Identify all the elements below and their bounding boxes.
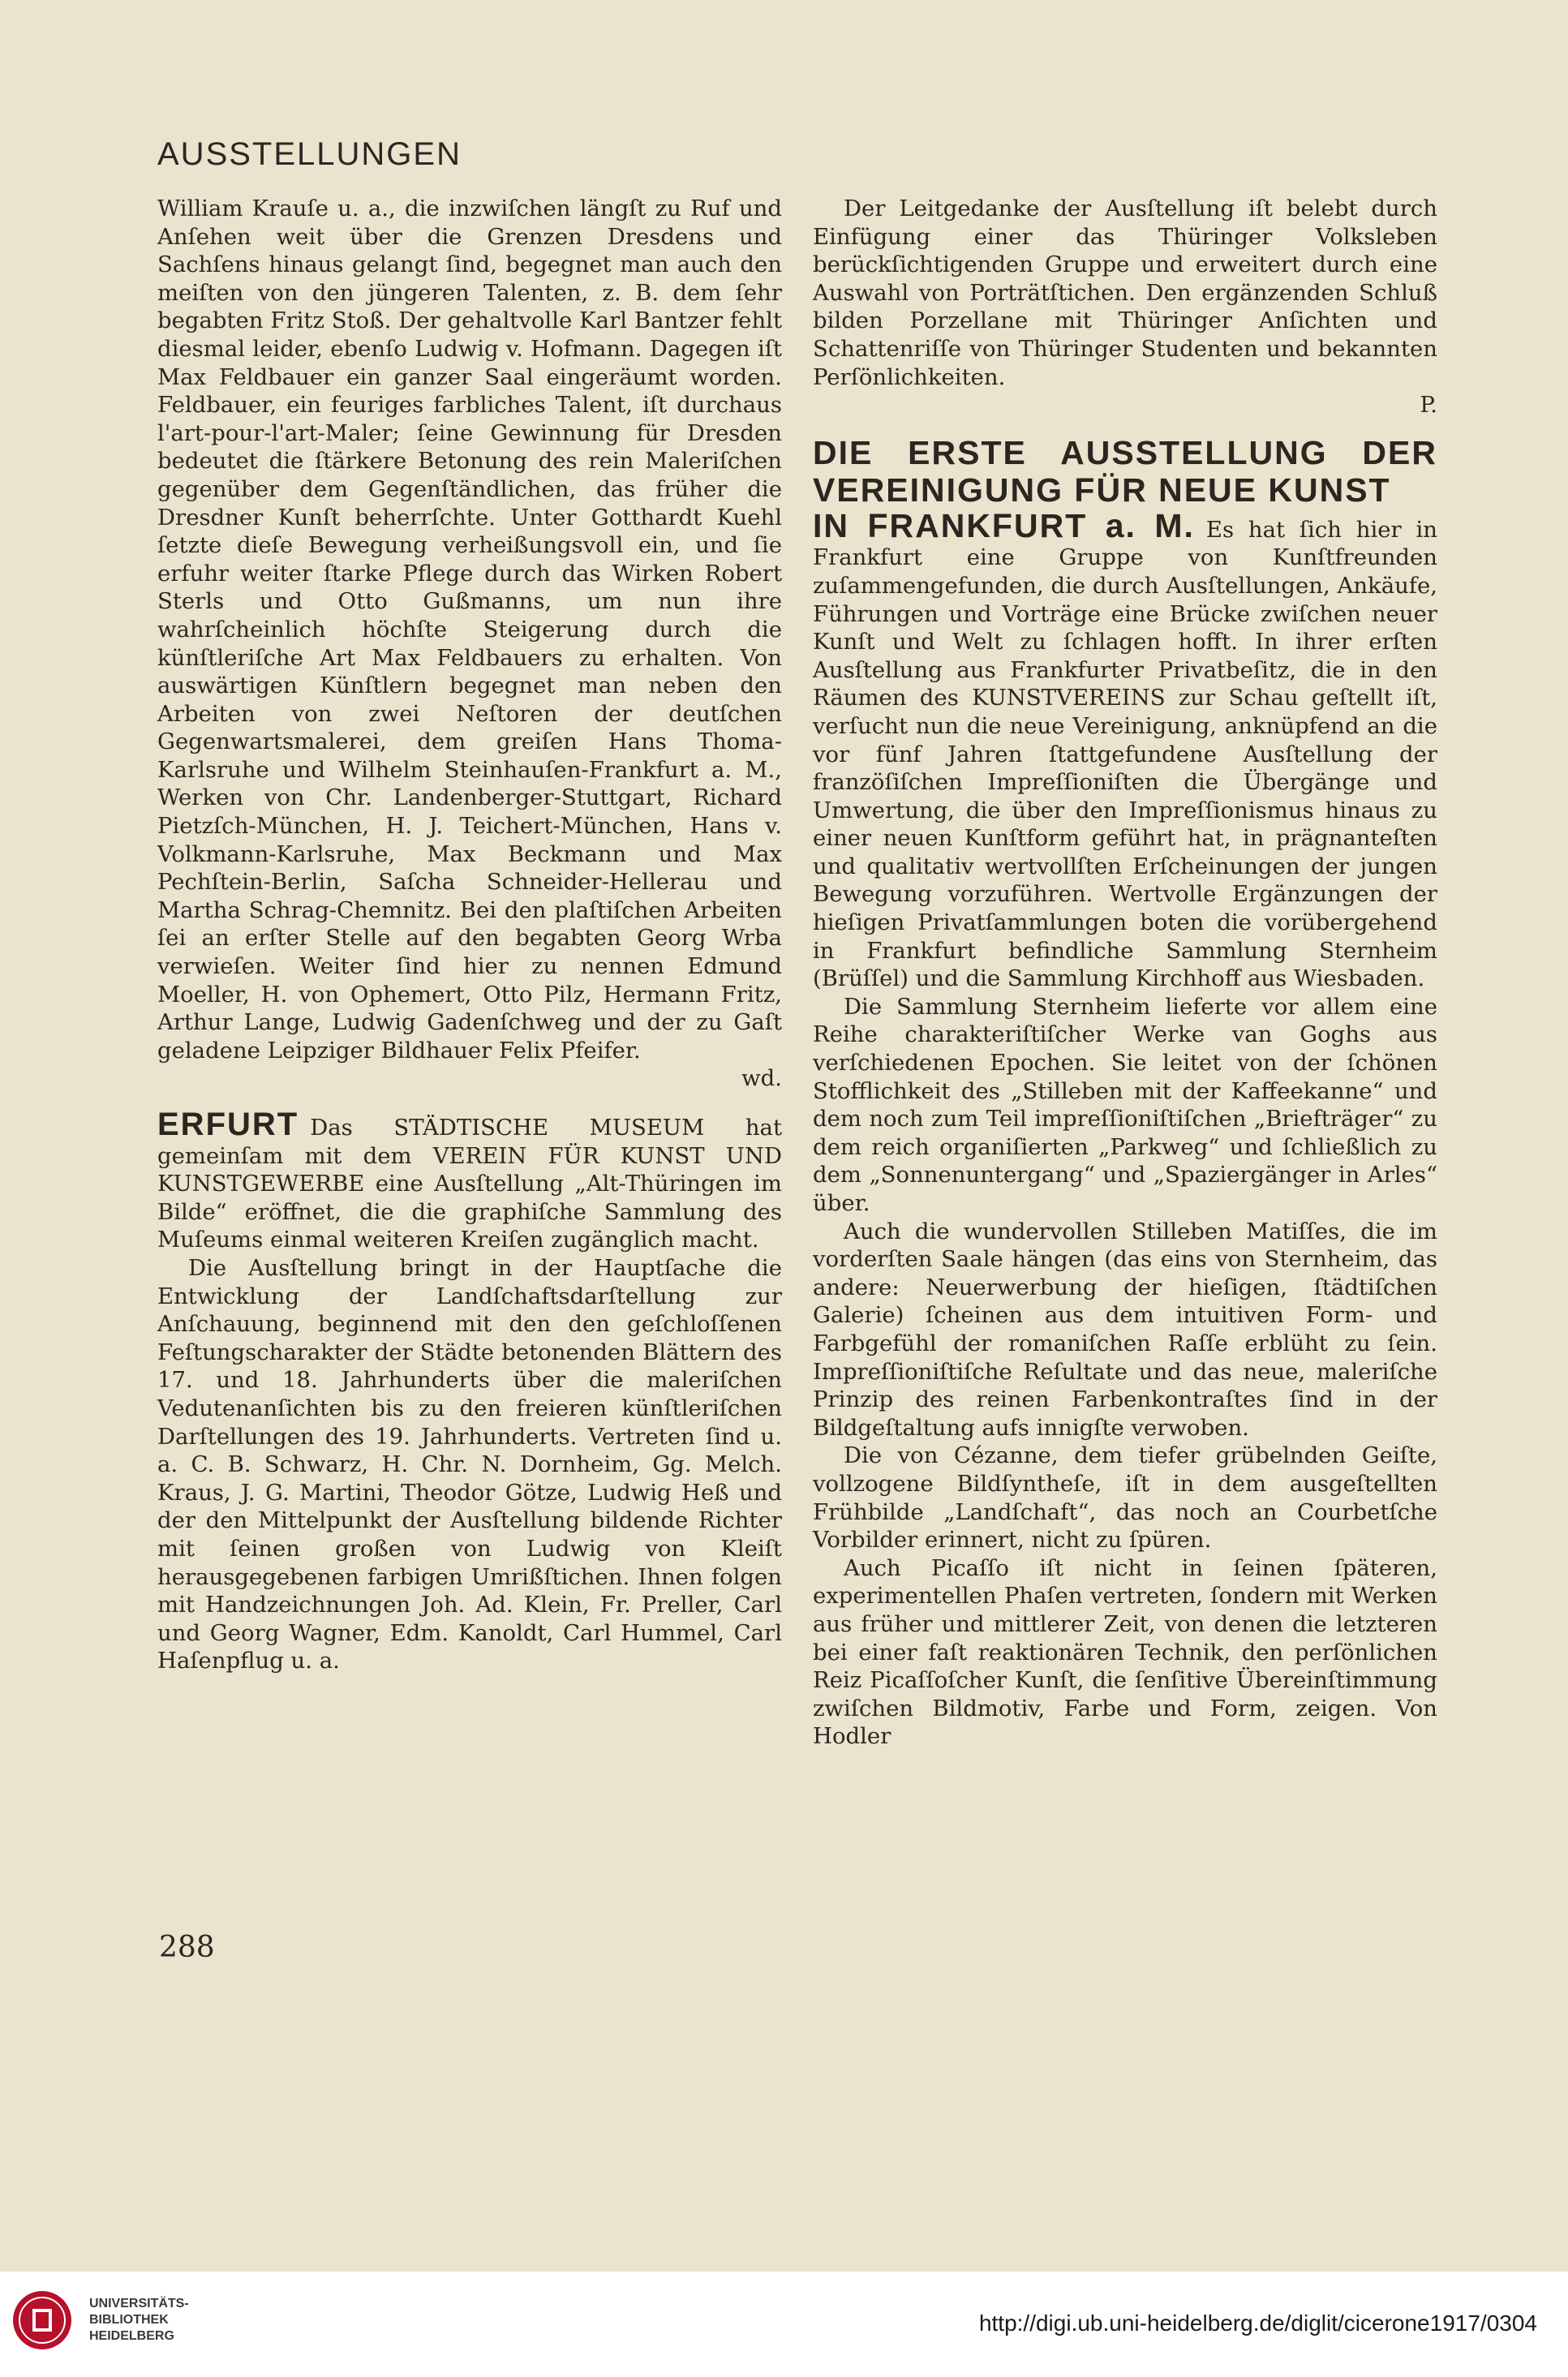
right-paragraph-5: Die von Cézanne, dem tiefer grübelnden Geiſte, vollzogene Bildſyntheſe, iſt in dem ausgeſtellten Frühbilde „Landſchaft“, das noch an Courbetſche Vorbilder erinnert, nicht zu ſpüren. xyxy=(813,1442,1437,1554)
left-column xyxy=(157,195,782,1675)
paragraph-text: Der Leitgedanke der Ausſtellung iſt belebt durch Einfügung einer das Thüringer Volksleben berückſichtigenden Gruppe und erweitert durch eine Auswahl von Porträtſtichen. Den ergänzenden Schluß bilden Porzellane mit Thüringer Anſichten und Schattenriſſe von Thüringer Studenten und bekannten Perſönlichkeiten. xyxy=(813,196,1437,390)
section-heading: DIE ERSTE AUSSTELLUNG DER VEREINIGUNG FÜR NEUE KUNST xyxy=(813,433,1437,509)
right-paragraph-1 xyxy=(813,195,1437,419)
right-paragraph-3: Die Sammlung Sternheim lieferte vor allem eine Reihe charakteriſtiſcher Werke van Goghs aus verſchiedenen Epochen. Sie leitet von der ſchönen Stofflichkeit des „Stilleben mit der Kaffeekanne“ und dem noch zum Teil impreſſioniſtiſchen „Briefträger“ zu dem reich organiſierten „Parkweg“ und ſchließlich zu dem „Sonnenuntergang“ und „Spaziergänger in Arles“ über. xyxy=(813,993,1437,1216)
university-seal-icon xyxy=(11,2289,73,2351)
running-head: AUSSTELLUNGEN xyxy=(157,136,462,172)
right-paragraph-6: Auch Picaſſo iſt nicht in ſeinen ſpäteren, experimentellen Phaſen vertreten, ſondern mit Werken aus früher und mittlerer Zeit, von denen die letzteren bei einer faſt reaktionären Technik, den perſönlichen Reiz Picaſſoſcher Kunſt, die ſenſitive Übereinſtimmung zwiſchen Bildmotiv, Farbe und Form, zeigen. Von Hodler xyxy=(813,1554,1437,1750)
erfurt-title: ERFURT xyxy=(157,1107,299,1142)
library-name-line: HEIDELBERG xyxy=(89,2329,174,2343)
source-url-link[interactable]: http://digi.ub.uni-heidelberg.de/diglit/cicerone1917/0304 xyxy=(978,2310,1537,2336)
paragraph-text: William Krauſe u. a., die inzwiſchen längſt zu Ruf und Anſehen weit über die Grenzen Dresdens und Sachſens hinaus gelangt ſind, begegnet man auch den meiſten von den jüngeren Talenten, z. B. dem ſehr begabten Fritz Stoß. Der gehaltvolle Karl Bantzer fehlt diesmal leider, ebenſo Ludwig v. Hofmann. Dagegen iſt Max Feldbauer ein ganzer Saal eingeräumt worden. Feldbauer, ein feuriges farbliches Talent, iſt durchaus l'art-pour-l'art-Maler; ſeine Gewinnung für Dresden bedeutet die ſtärkere Betonung des rein Maleriſchen gegenüber dem Gegenſtändlichen, das früher die Dresdner Kunſt beherrſchte. Unter Gotthardt Kuehl ſetzte dieſe Bewegung verheißungsvoll ein, und ſie erfuhr weiter ſtarke Pflege durch das Wirken Robert Sterls und Otto Gußmanns, um nun ihre wahrſcheinlich höchſte Steigerung durch die künſtleriſche Art Max Feldbauers zu erhalten. Von auswärtigen Künſtlern begegnet man neben den Arbeiten von zwei Neſtoren der deutſchen Gegenwartsmalerei, dem greiſen Hans Thoma-Karlsruhe und Wilhelm Steinhauſen-Frankfurt a. M., Werken von Chr. Landenberger-Stuttgart, Richard Pietzſch-München, H. J. Teichert-München, Hans v. Volkmann-Karlsruhe, Max Beckmann und Max Pechſtein-Berlin, Saſcha Schneider-Hellerau und Martha Schrag-Chemnitz. Bei den plaſtiſchen Arbeiten ſei an erſter Stelle auf den begabten Georg Wrba verwieſen. Weiter ſind hier zu nennen Edmund Moeller, H. von Ophemert, Otto Pilz, Hermann Fritz, Arthur Lange, Ludwig Gadenſchweg und der zu Gaſt geladene Leipziger Bildhauer Felix Pfeifer. xyxy=(157,196,782,1064)
right-column xyxy=(813,195,1437,1751)
paragraph-text: Es hat ſich hier in Frankfurt eine Gruppe von Kunſtfreunden zuſammengefunden, die durch Ausſtellungen, Ankäufe, Führungen und Vorträge eine Brücke zwiſchen neuer Kunſt und Welt zu ſchlagen hofft. In ihrer erſten Ausſtellung aus Frankfurter Privatbeſitz, die in den Räumen des KUNSTVEREINS zur Schau geſtellt iſt, verſucht nun die neue Vereinigung, anknüpfend an die vor fünf Jahren ſtattgefundene Ausſtellung der franzöſiſchen Impreſſioniſten die Übergänge und Umwertung, die über den Impreſſionismus hinaus zu einer neuen Kunſtform geführt hat, in prägnanteſten und qualitativ wertvollſten Erſcheinungen der jungen Bewegung vorzuführen. Wertvolle Ergänzungen der hieſigen Privatſammlungen boten die vorübergehend in Frankfurt befindliche Sammlung Sternheim (Brüſſel) und die Sammlung Kirchhoff aus Wiesbaden. xyxy=(813,516,1437,992)
footer-bar xyxy=(0,2272,1568,2377)
section-heading-inline: IN FRANKFURT a. M. xyxy=(813,506,1195,544)
right-paragraph-2 xyxy=(813,506,1437,993)
page-number: 288 xyxy=(159,1931,215,1964)
signature-p: P. xyxy=(1420,392,1437,419)
library-name-line: BIBLIOTHEK xyxy=(89,2313,169,2327)
library-name-line: UNIVERSITÄTS- xyxy=(89,2297,189,2310)
signature-wd: wd. xyxy=(741,1065,782,1092)
left-paragraph-1 xyxy=(157,195,782,1093)
erfurt-paragraph xyxy=(157,1107,782,1254)
left-paragraph-3: Die Ausſtellung bringt in der Hauptſache die Entwicklung der Landſchaftsdarſtellung zur Anſchauung, beginnend mit den den geſchloſſenen Feſtungscharakter der Städte betonenden Blättern des 17. und 18. Jahrhunderts über die maleriſchen Vedutenanſichten bis zu den freieren künſtleriſchen Darſtellungen des 19. Jahrhunderts. Vertreten ſind u. a. C. B. Schwarz, H. Chr. N. Dornheim, Gg. Melch. Kraus, J. G. Martini, Theodor Götze, Ludwig Heß und der den Mittelpunkt der Ausſtellung bildende Richter mit ſeinen großen von Ludwig von Kleiſt herausgegebenen farbigen Umrißſtichen. Ihnen folgen mit Handzeichnungen Joh. Ad. Klein, Fr. Preller, Carl und Georg Wagner, Edm. Kanoldt, Carl Hummel, Carl Haſenpflug u. a. xyxy=(157,1254,782,1674)
paragraph-text: Das STÄDTISCHE MUSEUM hat gemeinſam mit dem VEREIN FÜR KUNST UND KUNSTGEWERBE eine Ausſtellung „Alt-Thüringen im Bilde“ eröffnet, die die graphiſche Sammlung des Muſeums einmal weiteren Kreiſen zugänglich macht. xyxy=(157,1115,782,1253)
right-paragraph-4: Auch die wundervollen Stilleben Matiſſes, die im vorderſten Saale hängen (das eins von Sternheim, das andere: Neuerwerbung der hieſigen, ſtädtiſchen Galerie) ſcheinen aus dem intuitiven Form- und Farbgefühl der romaniſchen Raſſe erblüht zu ſein. Impreſſioniſtiſche Reſultate und das neue, maleriſche Prinzip des reinen Farbenkontraſtes ſind in der Bildgeſtaltung aufs innigſte verwoben. xyxy=(813,1218,1437,1441)
library-name xyxy=(89,2296,189,2345)
